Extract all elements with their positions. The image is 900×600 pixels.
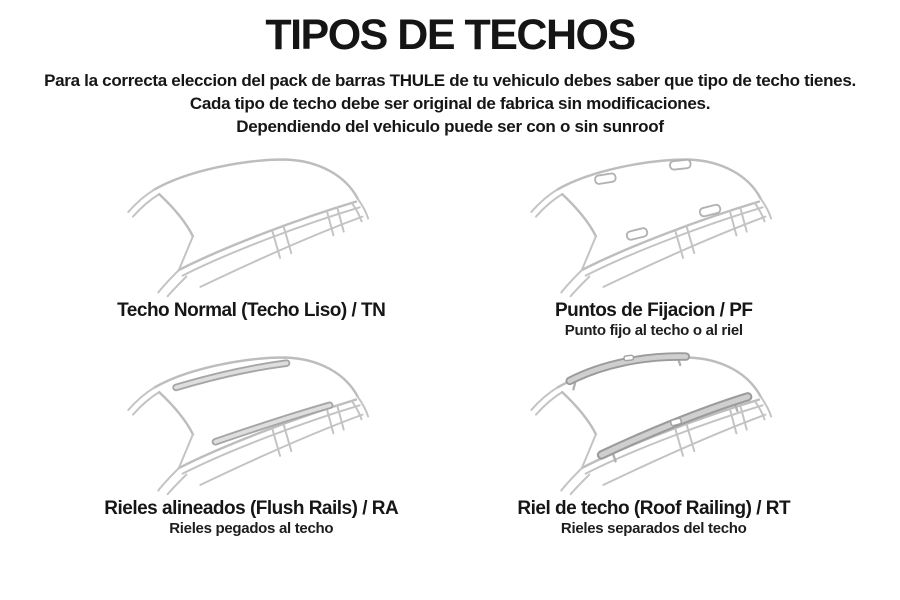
roof-type-sublabel-ra: Rieles pegados al techo	[169, 520, 334, 538]
intro-line-3: Dependiendo del vehiculo puede ser con o sin sunroof	[236, 117, 664, 137]
normal-roof-illustration	[101, 152, 401, 300]
roof-type-cell-pf	[453, 152, 856, 340]
roof-type-cell-ra	[50, 350, 453, 538]
intro-line-2: Cada tipo de techo debe ser original de fabrica sin modificaciones.	[189, 94, 711, 114]
roof-type-caption-ra	[104, 498, 398, 538]
page-title: TIPOS DE TECHOS	[265, 11, 635, 59]
intro-paragraph	[0, 69, 900, 138]
roof-type-sublabel-rt: Rieles separados del techo	[560, 520, 747, 538]
intro-line-1: Para la correcta eleccion del pack de barras THULE de tu vehiculo debes saber que tipo de techo tienes.	[44, 71, 856, 91]
roof-type-label-pf: Puntos de Fijacion / PF	[554, 300, 753, 322]
roof-type-label-tn: Techo Normal (Techo Liso) / TN	[117, 300, 386, 322]
fixed-points-roof-illustration	[504, 152, 804, 300]
roof-type-cell-rt	[453, 350, 856, 538]
roof-type-caption-tn	[117, 300, 385, 340]
roof-types-grid	[0, 152, 900, 538]
roof-type-caption-rt	[517, 498, 790, 538]
roof-type-sublabel-tn	[117, 322, 385, 340]
raised-railing-roof-illustration	[504, 350, 804, 498]
roof-type-label-rt: Riel de techo (Roof Railing) / RT	[517, 498, 791, 520]
roof-type-caption-pf	[555, 300, 753, 340]
roof-type-label-ra: Rieles alineados (Flush Rails) / RA	[104, 498, 399, 520]
flush-rails-roof-illustration	[101, 350, 401, 498]
roof-type-cell-tn	[50, 152, 453, 340]
roof-type-sublabel-pf: Punto fijo al techo o al riel	[564, 322, 743, 340]
